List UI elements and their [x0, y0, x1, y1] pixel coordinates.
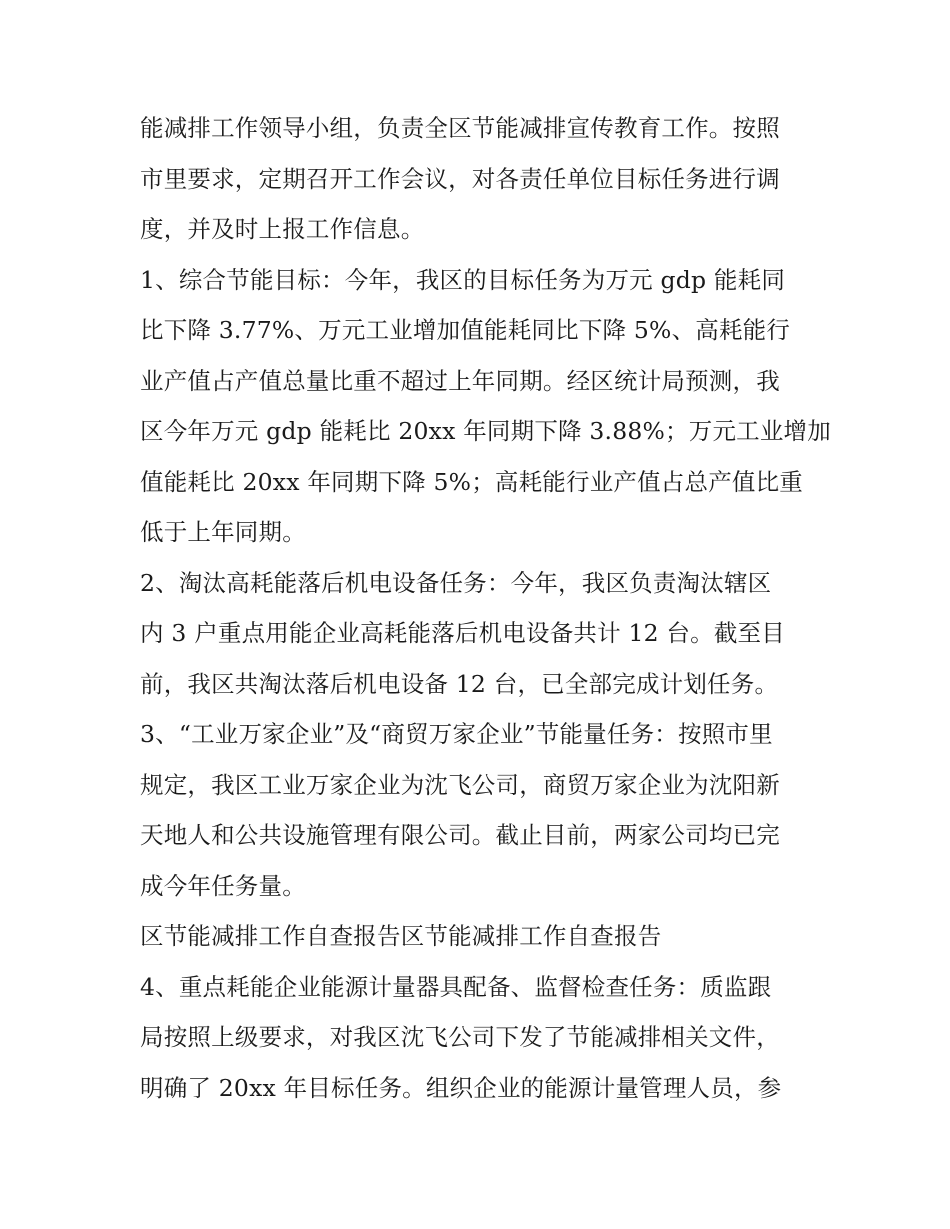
text-line: 前，我区共淘汰落后机电设备 12 台，已全部完成计划任务。 — [140, 669, 779, 698]
text-line: 比下降 3.77%、万元工业增加值能耗同比下降 5%、高耗能行 — [140, 316, 791, 344]
text-line: 值能耗比 20xx 年同期下降 5%；高耗能行业产值占总产值比重 — [140, 467, 803, 496]
text-line: 成今年任务量。 — [140, 871, 306, 900]
text-line: 2、淘汰高耗能落后机电设备任务：今年，我区负责淘汰辖区 — [140, 568, 772, 597]
text-line: 1、综合节能目标：今年，我区的目标任务为万元 gdp 能耗同 — [140, 265, 786, 294]
text-line: 天地人和公共设施管理有限公司。截止目前，两家公司均已完 — [140, 821, 780, 849]
body-text — [140, 103, 831, 1113]
text-line: 规定，我区工业万家企业为沈飞公司，商贸万家企业为沈阳新 — [140, 770, 780, 799]
text-line: 明确了 20xx 年目标任务。组织企业的能源计量管理人员，参 — [140, 1073, 782, 1102]
text-line: 区节能减排工作自查报告区节能减排工作自查报告 — [140, 922, 662, 950]
text-line: 低于上年同期。 — [140, 518, 306, 546]
text-line: 局按照上级要求，对我区沈飞公司下发了节能减排相关文件， — [140, 1023, 780, 1051]
text-line: 3、“工业万家企业”及“商贸万家企业”节能量任务：按照市里 — [140, 720, 773, 748]
text-line: 能减排工作领导小组，负责全区节能减排宣传教育工作。按照 — [140, 114, 780, 142]
text-line: 业产值占产值总量比重不超过上年同期。经区统计局预测，我 — [140, 366, 780, 395]
text-line: 区今年万元 gdp 能耗比 20xx 年同期下降 3.88%；万元工业增加 — [140, 417, 831, 445]
text-line: 内 3 户重点用能企业高耗能落后机电设备共计 12 台。截至目 — [140, 619, 785, 647]
text-line: 度，并及时上报工作信息。 — [140, 215, 425, 243]
text-line: 4、重点耗能企业能源计量器具配备、监督检查任务：质监跟 — [140, 972, 772, 1001]
text-line: 市里要求，定期召开工作会议，对各责任单位目标任务进行调 — [140, 164, 780, 193]
